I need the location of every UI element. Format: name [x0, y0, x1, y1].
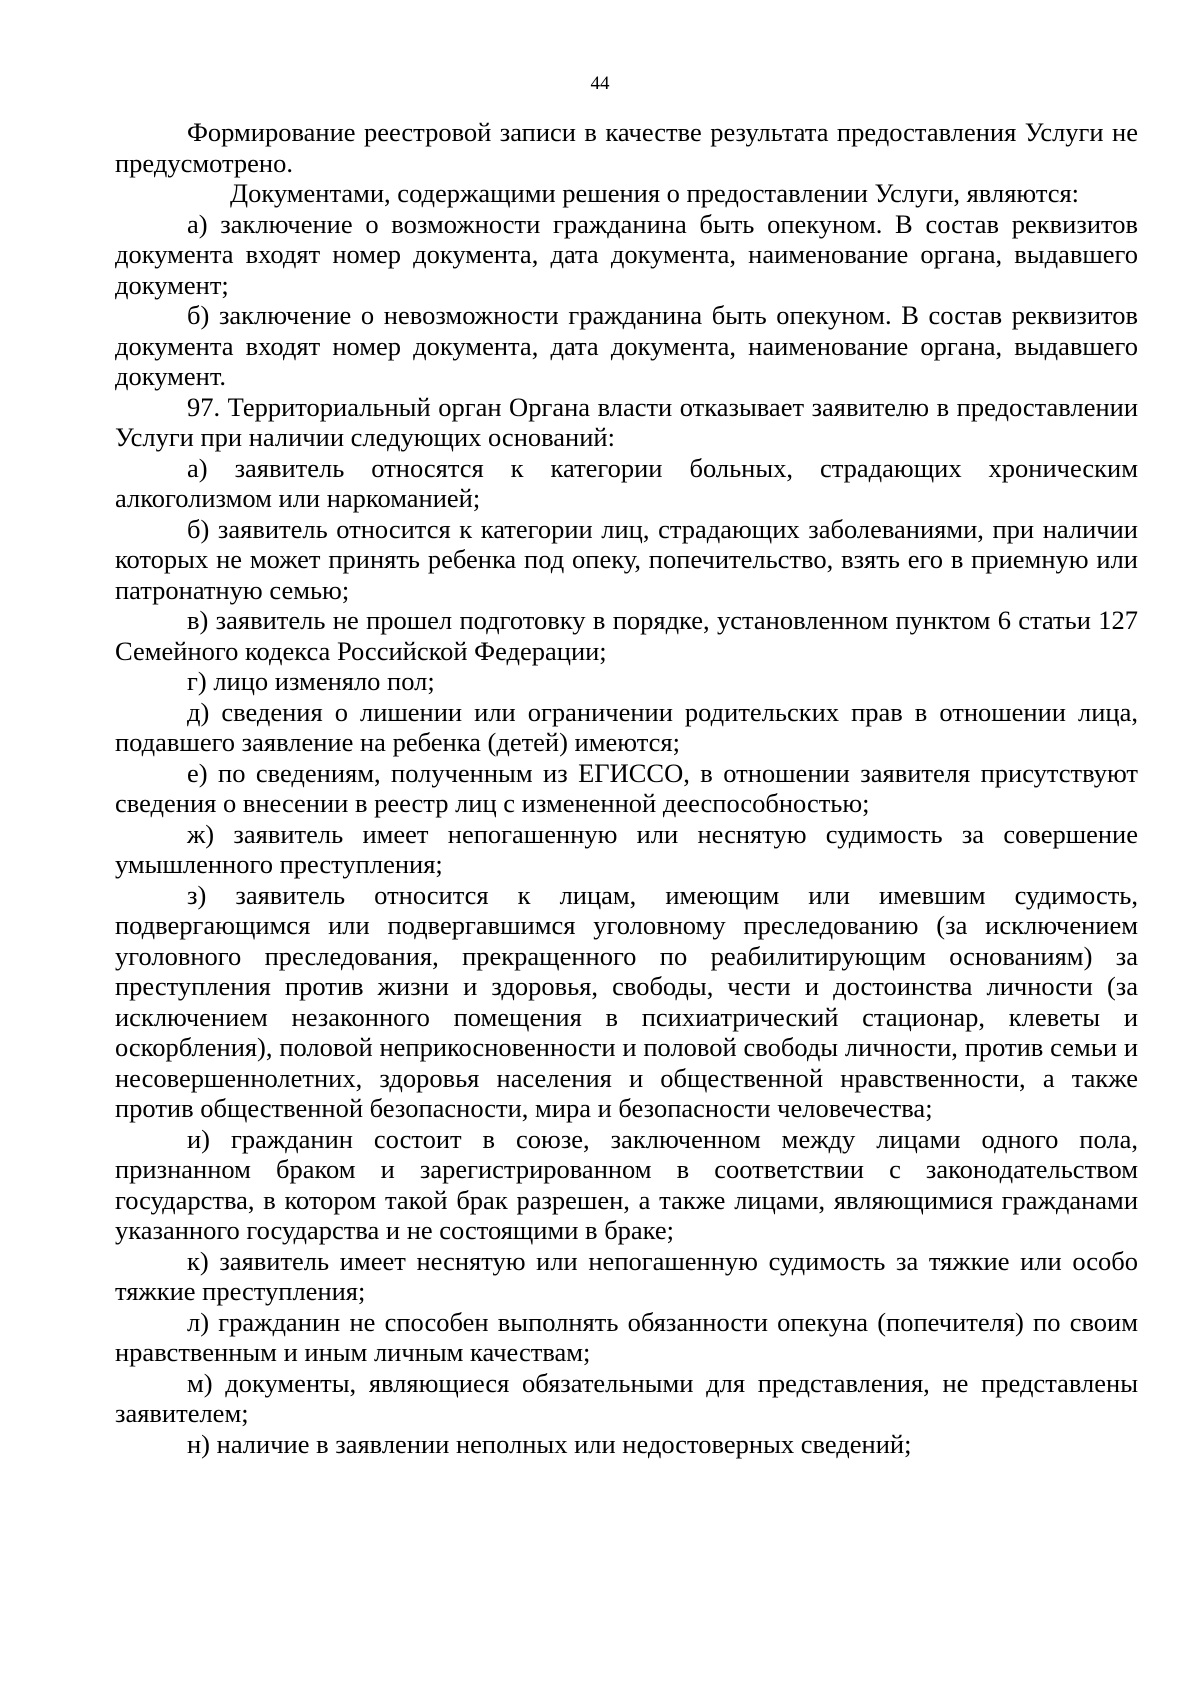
list-item-b-impossibility: б) заключение о невозможности гражданина быть опекуном. В состав реквизитов документа входят номер документа, дата документа, наименование органа, выдавшего документ.	[115, 300, 1138, 391]
list-item-m-documents: м) документы, являющиеся обязательными для представления, не представлены заявителем;	[115, 1367, 1138, 1428]
list-item-e-egisso: е) по сведениям, полученным из ЕГИССО, в отношении заявителя присутствуют сведения о внесении в реестр лиц с измененной дееспособностью;	[115, 757, 1138, 818]
document-body	[115, 117, 1138, 1459]
list-item-i-union: и) гражданин состоит в союзе, заключенном между лицами одного пола, признанном браком и зарегистрированном в соответствии с законодательством государства, в котором такой брак разрешен, а также лицами, являющимися гражданами указанного государства и не состоящими в браке;	[115, 1123, 1138, 1245]
list-item-a-alcoholism: а) заявитель относятся к категории больных, страдающих хроническим алкоголизмом или наркоманией;	[115, 452, 1138, 513]
list-item-b-diseases: б) заявитель относится к категории лиц, страдающих заболеваниями, при наличии которых не может принять ребенка под опеку, попечительство, взять его в приемную или патронатную семью;	[115, 513, 1138, 605]
list-item-n-incomplete-info: н) наличие в заявлении неполных или недостоверных сведений;	[187, 1428, 912, 1459]
list-item-l-personal-qualities: л) гражданин не способен выполнять обязанности опекуна (попечителя) по своим нравственным и иным личным качествам;	[115, 1306, 1138, 1367]
paragraph-97-refusal: 97. Территориальный орган Органа власти отказывает заявителю в предоставлении Услуги при наличии следующих оснований:	[115, 391, 1138, 452]
page-number: 44	[590, 73, 610, 94]
paragraph-decision-documents: Документами, содержащими решения о предоставлении Услуги, являются:	[230, 178, 1080, 208]
list-item-z-prosecution: з) заявитель относится к лицам, имеющим или имевшим судимость, подвергающимся или подвергавшимся уголовному преследованию (за исключением уголовного преследования, прекращенного по реабилитирующим основаниям) за преступления против жизни и здоровья, свободы, чести и достоинства личности (за исключением незаконного помещения в психиатрический стационар, клеветы и оскорбления), половой неприкосновенности и половой свободы личности, против семьи и несовершеннолетних, здоровья населения и общественной нравственности, а также против общественной безопасности, мира и безопасности человечества;	[115, 879, 1138, 1123]
list-item-k-grave-crimes: к) заявитель имеет неснятую или непогашенную судимость за тяжкие или особо тяжкие преступления;	[115, 1245, 1138, 1306]
list-item-zh-conviction: ж) заявитель имеет непогашенную или неснятую судимость за совершение умышленного преступления;	[115, 818, 1138, 879]
paragraph-registry-record: Формирование реестровой записи в качестве результата предоставления Услуги не предусмотрено.	[115, 117, 1138, 178]
list-item-v-training: в) заявитель не прошел подготовку в порядке, установленном пунктом 6 статьи 127 Семейного кодекса Российской Федерации;	[115, 605, 1138, 666]
list-item-g-gender-change: г) лицо изменяло пол;	[187, 666, 435, 696]
list-item-d-parental-rights: д) сведения о лишении или ограничении родительских прав в отношении лица, подавшего заявление на ребенка (детей) имеются;	[115, 696, 1138, 757]
list-item-a-possibility: а) заключение о возможности гражданина быть опекуном. В состав реквизитов документа входят номер документа, дата документа, наименование органа, выдавшего документ;	[115, 208, 1138, 300]
